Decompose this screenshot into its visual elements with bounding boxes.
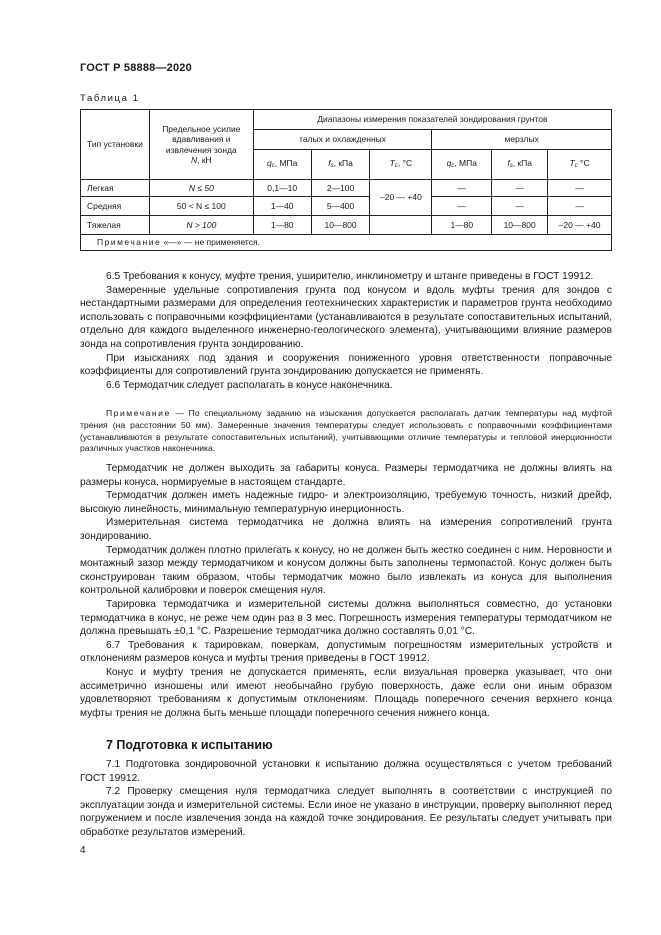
subheader-frozen: мерзлых <box>432 130 612 150</box>
param-t-frozen: $T_c$ °С <box>548 150 612 180</box>
paragraph: 7.1 Подготовка зондировочной установки к испытанию должна осуществляться с учетом требований ГОСТ 19912. <box>80 759 612 784</box>
col-header-type: Тип установки <box>81 110 150 180</box>
paragraph: 6.5 Требования к конусу, муфте трения, уширителю, инклинометру и штанге приведены в ГОСТ 19912. <box>106 271 594 282</box>
table-note: Примечание «—» — не применяется. <box>81 235 612 251</box>
table-row: Легкая N ≤ 50 0,1—10 2—100 –20 — +40 — — — <box>81 180 612 197</box>
param-f-thawed: $f_s$, кПа <box>311 150 370 180</box>
paragraph: 7.2 Проверку смещения нуля термодатчика следует выполнять в соответствии с инструкцией по эксплуатации зонда и измерительной системы. Если иное не указано в инструкции, проверку выполняют перед погружением и после извлечения зонда на каждой точке зондирования. Ее результаты следует учитывать при обработке результатов измерений. <box>80 786 612 838</box>
body-text-block-1 <box>80 270 612 392</box>
param-q-frozen: $q_c$, МПа <box>432 150 492 180</box>
paragraph: Тарировка термодатчика и измерительной системы должна выполняться совместно, до установки термодатчика в конус, не реже чем один раз в 3 мес. Погрешность измерения температуры термодатчиком не должна превышать ±0,1 °С. Разрешение термодатчика должно составлять 0,01 °С. <box>80 598 612 638</box>
param-q-thawed: $q_c$, МПа <box>253 150 311 180</box>
paragraph: Термодатчик не должен выходить за габариты конуса. Размеры термодатчика не должны влиять на размеры конуса, нормируемые в настоящем стандарте. <box>80 463 612 488</box>
subheader-thawed: талых и охлажденных <box>253 130 432 150</box>
document-header: ГОСТ Р 58888—2020 <box>80 62 192 74</box>
page-number: 4 <box>80 845 86 856</box>
body-text-block-3 <box>80 758 612 840</box>
section-heading: 7 Подготовка к испытанию <box>106 738 273 752</box>
param-f-frozen: $f_s$, кПа <box>492 150 548 180</box>
paragraph: Конус и муфту трения не допускается применять, если визуальная проверка указывает, что они ассиметрично изношены или имеют необычайно грубую поверхность, даже если они иным образом удовлетворяют требованиям к допустимым отклонениям. Площадь поперечного сечения верхнего конца муфты трения не должна быть меньше площади поперечного сечения нижнего конца. <box>80 666 612 719</box>
paragraph: Замеренные удельные сопротивления грунта под конусом и вдоль муфты трения для зондов с нестандартными размерами для определения геотехнических характеристик и параметров грунта необходимо использовать с поправочными коэффициентами (устанавливаются в результате сопоставительных испытаний, отдельно для каждого выделенного инженерно-геологического элемента), учитывающими влияние размеров зонда на сопротивления грунта зондированию. <box>80 284 612 350</box>
paragraph: 6.6 Термодатчик следует располагать в конусе наконечника. <box>106 379 393 391</box>
table-row: Тяжелая N > 100 1—80 10—800 1—80 10—800 –20 — +40 <box>81 216 612 235</box>
note-text: — По специальному заданию на изыскания допускается располагать датчик температуры над муфтой трения (на расстоянии 50 мм). Замеренные значения температуры следует использовать с поправочными коэффициентами (устанавливаются в результате сопоставительных испытаний), учитывающими отличие температуры и тепловой инерционности различных участков наконечника. <box>80 408 612 454</box>
paragraph: Термодатчик должен плотно прилегать к конусу, но не должен быть жестко соединен с ним. Неровности и монтажный зазор между термодатчиком и конусом должны быть заполнены термопастой. Конус должен быть сконструирован таким образом, чтобы термодатчик можно было извлекать из конуса для выполнения контрольной калибровки и поверок смещения нуля. <box>80 544 612 597</box>
measurement-ranges-table <box>80 109 612 251</box>
col-header-group: Диапазоны измерения показателей зондирования грунтов <box>253 110 611 130</box>
paragraph: 6.7 Требования к тарировкам, поверкам, допустимым погрешностям измерительных устройств и отклонениям размеров конуса и муфты трения приведены в ГОСТ 19912. <box>80 639 612 665</box>
table-caption: Таблица 1 <box>80 93 140 104</box>
body-text-block-2 <box>80 462 612 720</box>
note-block <box>80 408 612 455</box>
param-t-thawed: $T_c$, °С <box>370 150 432 180</box>
paragraph: Термодатчик должен иметь надежные гидро- и электроизоляцию, требуемую точность, низкий дрейф, высокую линейность, минимальную температурную инерционность. <box>80 490 612 515</box>
note-label: Примечание <box>106 408 171 418</box>
paragraph: При изысканиях под здания и сооружения пониженного уровня ответственности поправочные коэффициенты для сопротивлений грунта зондированию допускается не применять. <box>80 352 612 378</box>
t-thawed-merged: –20 — +40 <box>370 180 432 216</box>
table-row: Средняя 50 < N ≤ 100 1—40 5—400 — — — <box>81 197 612 216</box>
paragraph: Измерительная система термодатчика не должна влиять на измерения сопротивлений грунта зондированию. <box>80 517 612 542</box>
col-header-force: Предельное усилие вдавливания и извлечения зонда N, кН <box>149 110 253 180</box>
